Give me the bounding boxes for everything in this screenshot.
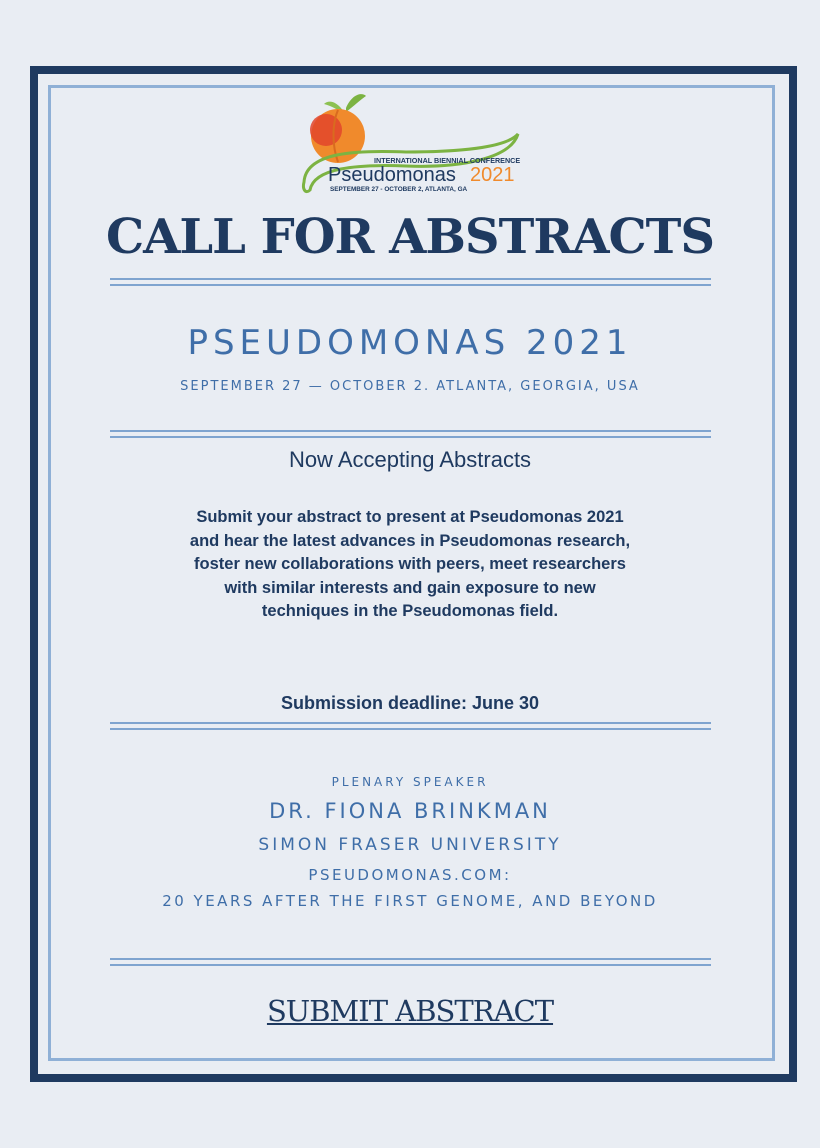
divider-2 [110, 430, 711, 438]
talk-title-line1: PSEUDOMONAS.COM: [308, 866, 512, 884]
logo-line1: INTERNATIONAL BIENNIAL CONFERENCE [374, 156, 521, 165]
speaker-name: DR. FIONA BRINKMAN [269, 799, 551, 823]
speaker-label: PLENARY SPEAKER [331, 775, 489, 789]
event-title: PSEUDOMONAS 2021 [187, 323, 633, 363]
abstracts-body: Submit your abstract to present at Pseudomonas 2021 and hear the latest advances in Pseudomonas research, foster new collaborations with peers, meet researchers with similar interests and gain exposure to new techniques in the Pseudomonas field. [189, 508, 631, 620]
peach-logo-icon [296, 90, 524, 202]
speaker-affiliation: SIMON FRASER UNIVERSITY [258, 835, 562, 855]
submission-deadline: Submission deadline: June 30 [280, 693, 540, 713]
logo-name: Pseudomonas [328, 164, 456, 186]
divider-3 [110, 722, 711, 730]
submit-abstract-link[interactable]: SUBMIT ABSTRACT [266, 994, 554, 1028]
event-dates: SEPTEMBER 27 — OCTOBER 2. ATLANTA, GEORGIA, USA [180, 379, 640, 394]
conference-logo [296, 90, 524, 202]
logo-year: 2021 [470, 164, 515, 186]
logo-line3: SEPTEMBER 27 - OCTOBER 2, ATLANTA, GA [330, 186, 468, 193]
talk-title-line2: 20 YEARS AFTER THE FIRST GENOME, AND BEYOND [162, 892, 658, 910]
abstracts-heading: Now Accepting Abstracts [288, 447, 532, 472]
page-title: CALL FOR ABSTRACTS [105, 209, 715, 265]
divider-1 [110, 278, 711, 286]
submit-abstract-container [0, 990, 820, 1032]
talk-title [0, 862, 820, 914]
divider-4 [110, 958, 711, 966]
